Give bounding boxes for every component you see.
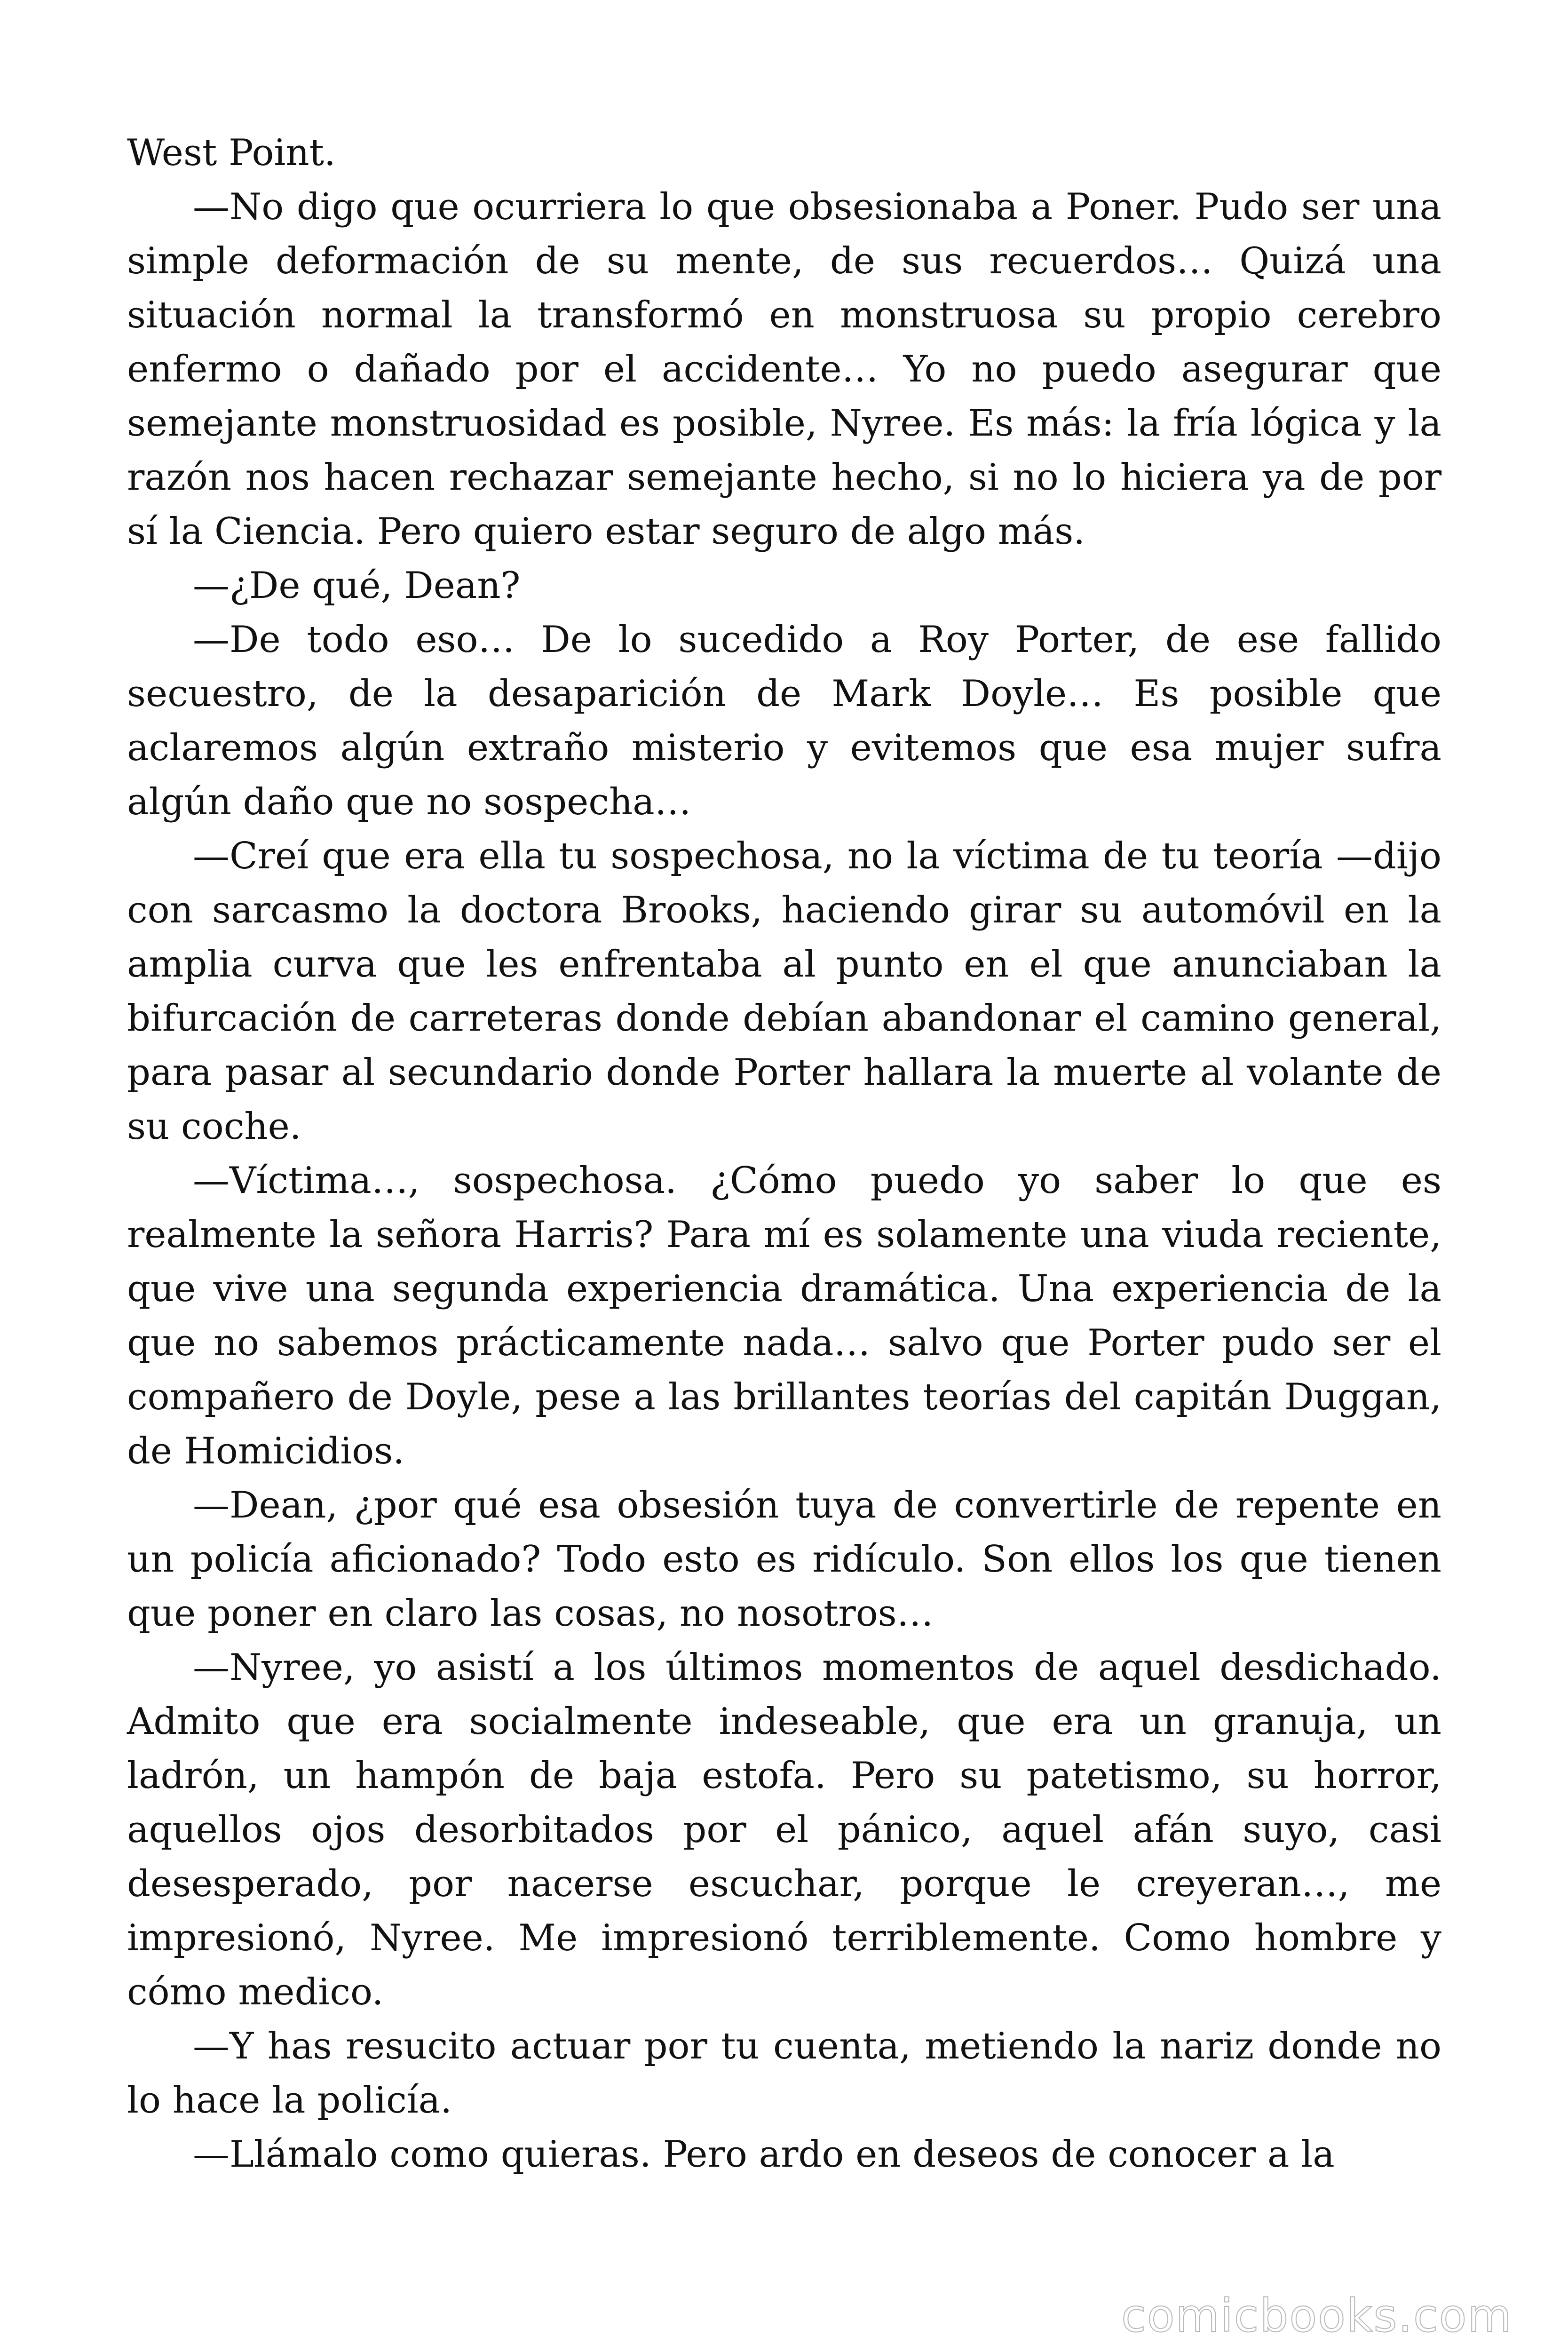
book-page-text bbox=[127, 126, 1441, 2182]
watermark: comicbooks.com bbox=[1121, 2289, 1513, 2342]
paragraph-dialogue: —No digo que ocurriera lo que obsesionaba a Poner. Pudo ser una simple deformación de su mente, de sus recuerdos… Quizá una situación normal la transformó en monstruosa su propio cerebro enfermo o dañado por el accidente… Yo no puedo asegurar que semejante monstruosidad es posible, Nyree. Es más: la fría lógica y la razón nos hacen rechazar semejante hecho, si no lo hiciera ya de por sí la Ciencia. Pero quiero estar seguro de algo más. bbox=[127, 186, 1441, 553]
paragraph-dialogue: —Y has resucito actuar por tu cuenta, metiendo la nariz donde no lo hace la policía. bbox=[127, 2025, 1441, 2122]
paragraph-dialogue: —¿De qué, Dean? bbox=[193, 564, 521, 607]
paragraph-continuation: West Point. bbox=[127, 132, 336, 174]
paragraph-dialogue: —Dean, ¿por qué esa obsesión tuya de convertirle de repente en un policía aficionado? Todo esto es ridículo. Son ellos los que tienen que poner en claro las cosas, no nosotros… bbox=[127, 1484, 1441, 1635]
paragraph-dialogue: —Nyree, yo asistí a los últimos momentos de aquel desdichado. Admito que era socialmente indeseable, que era un granuja, un ladrón, un hampón de baja estofa. Pero su patetismo, su horror, aquellos ojos desorbitados por el pánico, aquel afán suyo, casi desesperado, por nacerse escuchar, porque le creyeran…, me impresionó, Nyree. Me impresionó terriblemente. Como hombre y cómo medico. bbox=[127, 1646, 1441, 2013]
paragraph-dialogue: —Creí que era ella tu sospechosa, no la víctima de tu teoría —dijo con sarcasmo la doctora Brooks, haciendo girar su automóvil en la amplia curva que les enfrentaba al punto en el que anunciaban la bifurcación de carreteras donde debían abandonar el camino general, para pasar al secundario donde Porter hallara la muerte al volante de su coche. bbox=[127, 835, 1441, 1148]
paragraph-dialogue: —Víctima…, sospechosa. ¿Cómo puedo yo saber lo que es realmente la señora Harris? Para mí es solamente una viuda reciente, que vive una segunda experiencia dramática. Una experiencia de la que no sabemos prácticamente nada… salvo que Porter pudo ser el compañero de Doyle, pese a las brillantes teorías del capitán Duggan, de Homicidios. bbox=[127, 1160, 1441, 1472]
paragraph-dialogue: —De todo eso… De lo sucedido a Roy Porter, de ese fallido secuestro, de la desaparición de Mark Doyle… Es posible que aclaremos algún extraño misterio y evitemos que esa mujer sufra algún daño que no sospecha… bbox=[127, 619, 1441, 823]
paragraph-dialogue: —Llámalo como quieras. Pero ardo en deseos de conocer a la bbox=[193, 2133, 1335, 2176]
